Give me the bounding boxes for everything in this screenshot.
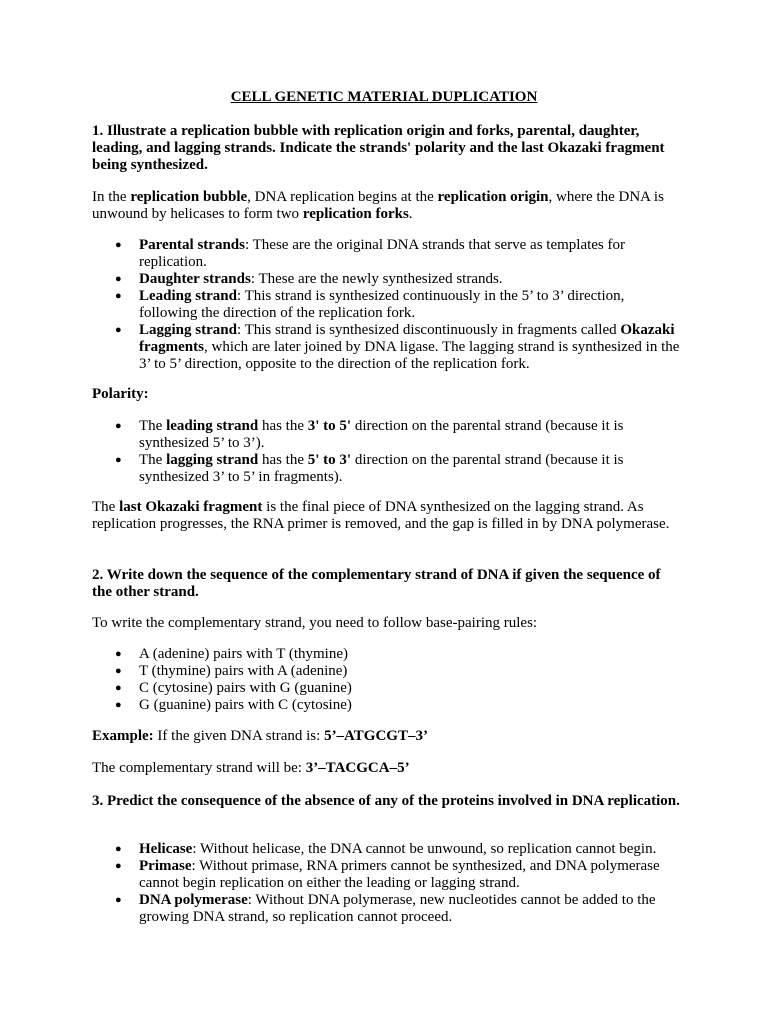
text: has the (258, 452, 308, 468)
question-3-text: 3. Predict the consequence of the absence of any of the proteins involved in DNA replication. (92, 793, 680, 809)
list-item (92, 680, 680, 697)
definition: , which are later joined by DNA ligase. The lagging strand is synthesized in the 3’ to 5’ direction, opposite to the direction of the replication fork. (139, 339, 680, 372)
protein-list (92, 841, 680, 926)
text: . (408, 206, 413, 222)
term-replication-origin: replication origin (437, 189, 549, 205)
list-item (92, 288, 680, 322)
term: DNA polymerase (139, 892, 248, 908)
bullet-icon: ● (115, 239, 122, 251)
text: The complementary strand will be: (92, 760, 306, 776)
list-item (92, 841, 680, 858)
list-item (92, 646, 680, 663)
example-label: Example: (92, 728, 154, 744)
question-1-text: 1. Illustrate a replication bubble with replication origin and forks, parental, daughter, leading, and lagging strands. Indicate the strands' polarity and the last Okazaki fragment being synthesized. (92, 123, 665, 173)
list-item (92, 237, 680, 271)
complementary-sequence: 3’–TACGCA–5’ (305, 760, 410, 776)
term: Primase (139, 858, 192, 874)
bullet-icon: ● (115, 665, 122, 677)
list-item (92, 892, 680, 926)
bullet-icon: ● (115, 290, 122, 302)
term: Helicase (139, 841, 193, 857)
definition: : Without DNA polymerase, new nucleotides cannot be added to the growing DNA strand, so replication cannot proceed. (139, 892, 656, 925)
term: Parental strands (139, 237, 245, 253)
definition: : These are the original DNA strands that serve as templates for replication. (139, 237, 626, 270)
list-item (92, 663, 680, 680)
document-title: CELL GENETIC MATERIAL DUPLICATION (230, 89, 538, 105)
text: In the (92, 189, 131, 205)
text: direction on the parental strand (because it is synthesized 3’ to 5’ in fragments). (139, 452, 624, 485)
bullet-icon: ● (115, 860, 122, 872)
okazaki-paragraph (92, 499, 680, 533)
bullet-icon: ● (115, 454, 122, 466)
heading: Polarity: (92, 386, 149, 402)
list-item (92, 418, 680, 452)
pair-rule: C (cytosine) pairs with G (guanine) (139, 680, 352, 696)
text: If the given DNA strand is: (153, 728, 325, 744)
example-line (92, 728, 680, 745)
polarity-heading (92, 386, 680, 403)
polarity-list (92, 418, 680, 486)
definition: : Without primase, RNA primers cannot be synthesized, and DNA polymerase cannot begin replication on either the leading or lagging strand. (139, 858, 660, 891)
text: , where the DNA is unwound by helicases to form two (92, 189, 664, 222)
list-item (92, 271, 680, 288)
direction: 5' to 3' (307, 452, 352, 468)
term: lagging strand (166, 452, 259, 468)
q2-intro (92, 615, 680, 632)
list-item (92, 322, 680, 373)
definition: : This strand is synthesized discontinuously in fragments called (236, 322, 621, 338)
text: is the final piece of DNA synthesized on the lagging strand. As replication progresses, the RNA primer is removed, and the gap is filled in by DNA polymerase. (92, 499, 670, 532)
text: The (92, 499, 120, 515)
bullet-icon: ● (115, 648, 122, 660)
q1-strand-list (92, 237, 680, 373)
list-item (92, 858, 680, 892)
text: direction on the parental strand (because it is synthesized 5’ to 3’). (139, 418, 624, 451)
term-replication-bubble: replication bubble (130, 189, 248, 205)
question-1 (92, 123, 680, 174)
example-sequence: 5’–ATGCGT–3’ (324, 728, 428, 744)
term: leading strand (166, 418, 259, 434)
definition: : Without helicase, the DNA cannot be unwound, so replication cannot begin. (192, 841, 657, 857)
bullet-icon: ● (115, 682, 122, 694)
complementary-line (92, 760, 680, 777)
definition: : These are the newly synthesized strands. (250, 271, 503, 287)
text: The (139, 452, 167, 468)
pair-rule: A (adenine) pairs with T (thymine) (139, 646, 348, 662)
q1-intro-paragraph (92, 189, 680, 223)
question-2 (92, 567, 680, 601)
bullet-icon: ● (115, 843, 122, 855)
base-pair-list (92, 646, 680, 714)
term: Daughter strands (139, 271, 251, 287)
pair-rule: G (guanine) pairs with C (cytosine) (139, 697, 352, 713)
definition: : This strand is synthesized continuously in the 5’ to 3’ direction, following the direction of the replication fork. (139, 288, 625, 321)
term-replication-forks: replication forks (302, 206, 409, 222)
bullet-icon: ● (115, 699, 122, 711)
pair-rule: T (thymine) pairs with A (adenine) (139, 663, 348, 679)
question-2-text: 2. Write down the sequence of the complementary strand of DNA if given the sequence of the other strand. (92, 567, 661, 600)
list-item (92, 452, 680, 486)
question-3 (92, 793, 680, 810)
bullet-icon: ● (115, 324, 122, 336)
paragraph: To write the complementary strand, you need to follow base-pairing rules: (92, 615, 538, 631)
term: Lagging strand (139, 322, 237, 338)
list-item (92, 697, 680, 714)
bullet-icon: ● (115, 273, 122, 285)
bullet-icon: ● (115, 420, 122, 432)
text: , DNA replication begins at the (247, 189, 438, 205)
term-last-okazaki-fragment: last Okazaki fragment (119, 499, 263, 515)
text: has the (258, 418, 308, 434)
term-okazaki-fragments: Okazaki fragments (139, 322, 675, 355)
text: The (139, 418, 167, 434)
direction: 3' to 5' (307, 418, 352, 434)
bullet-icon: ● (115, 894, 122, 906)
term: Leading strand (139, 288, 237, 304)
